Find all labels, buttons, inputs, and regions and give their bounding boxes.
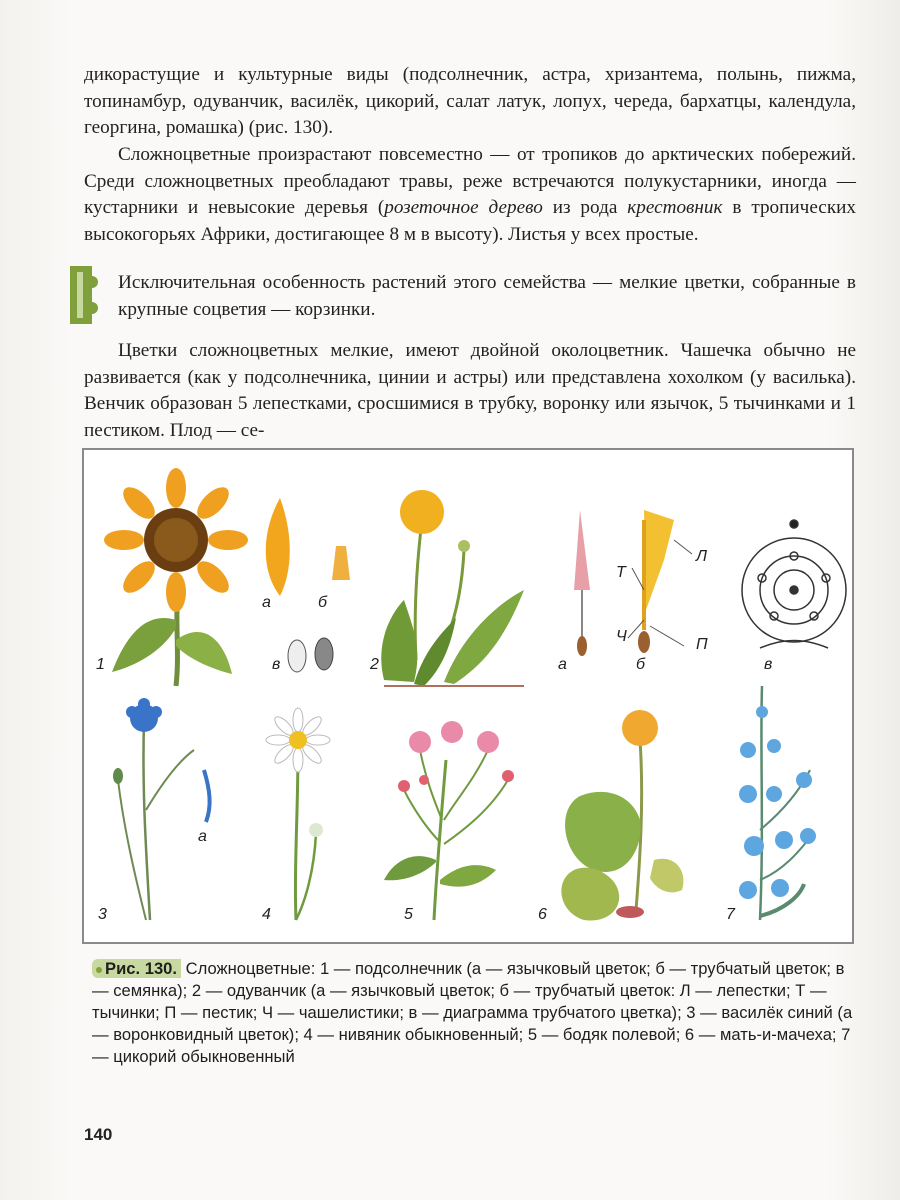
label-2: 2 bbox=[370, 656, 379, 673]
label-1: 1 bbox=[96, 656, 105, 673]
cornflower-illustration bbox=[113, 698, 210, 920]
label-1v: в bbox=[272, 656, 281, 673]
coltsfoot-illustration bbox=[561, 710, 683, 920]
figure-caption-badge: Рис. 130. bbox=[92, 959, 181, 978]
key-note-text: Исключительная особенность растений этого семейства — мелкие цветки, собранные в крупные соцветия — корзинки. bbox=[118, 272, 856, 320]
sunflower-illustration bbox=[104, 468, 248, 686]
thistle-illustration bbox=[384, 721, 514, 920]
label-3: 3 bbox=[98, 906, 107, 923]
label-petals: Л bbox=[696, 548, 707, 565]
label-4: 4 bbox=[262, 906, 271, 923]
paragraph-1 bbox=[84, 62, 856, 142]
label-3a: а bbox=[198, 828, 207, 845]
key-note bbox=[118, 270, 856, 323]
figure-caption-text: Сложноцветные: 1 — подсолнечник (а — язычковый цветок; б — трубчатый цветок; в — семянка); 2 — одуванчик (а — язычковый цветок; б — трубчатый цветок: Л — лепестки; Т — тычинки; П — пестик; Ч — чашелистики; в — диаграмма трубчатого цветка); 3 — василёк синий (а — воронковидный цветок); 4 — нивяник обыкновенный; 5 — бодяк полевой; 6 — мать-и-мачеха; 7 — цикорий обыкновенный bbox=[92, 959, 853, 1066]
label-pistil: П bbox=[696, 636, 708, 653]
figure-130 bbox=[82, 448, 854, 944]
paragraph-3-text: Цветки сложноцветных мелкие, имеют двойной околоцветник. Чашечка обычно не развивается (как у подсолнечника, цинии и астры) или представлена хохолком (у василька). Венчик образован 5 лепестками, сросшимися в трубку, воронку или язычок, 5 тычинками и 1 пестиком. Плод — се- bbox=[84, 340, 856, 441]
term-senecio: крестовник bbox=[627, 197, 723, 218]
label-2a: а bbox=[558, 656, 567, 673]
label-6: 6 bbox=[538, 906, 547, 923]
label-7: 7 bbox=[726, 906, 735, 923]
label-1a: а bbox=[262, 594, 271, 611]
label-2b: б bbox=[636, 656, 645, 673]
paragraph-2-text-a: Сложноцветные произрастают повсеместно — от тропиков до арктических побережий. Среди сложноцветных преобладают травы, реже встречаются полукустарники, иногда — кустарники и невысокие деревья ( bbox=[84, 144, 856, 218]
figure-caption bbox=[92, 958, 862, 1068]
label-1b: б bbox=[318, 594, 327, 611]
paragraph-3 bbox=[84, 338, 856, 444]
paragraph-1-text: дикорастущие и культурные виды (подсолнечник, астра, хризантема, полынь, пижма, топинамбур, одуванчик, василёк, цикорий, салат латук, лопух, череда, бархатцы, календула, георгина, ромашка) (рис. 130). bbox=[84, 64, 856, 138]
term-rosette-tree: розеточное дерево bbox=[384, 197, 543, 218]
paragraph-2-text-c: в тропических высокогорьях Африки, достигающее 8 м в высоту). Листья у всех простые. bbox=[84, 197, 857, 245]
flower-diagram bbox=[742, 520, 846, 648]
page-number: 140 bbox=[84, 1125, 113, 1144]
chicory-illustration bbox=[739, 686, 816, 920]
figure-illustrations bbox=[84, 450, 852, 942]
paragraph-2 bbox=[84, 142, 856, 248]
label-stamens: Т bbox=[616, 564, 626, 581]
oxeye-daisy-illustration bbox=[266, 708, 330, 920]
label-sepals: Ч bbox=[616, 628, 627, 645]
dandelion-illustration bbox=[381, 490, 524, 686]
puzzle-icon bbox=[68, 264, 100, 326]
sunflower-flower-parts bbox=[266, 498, 350, 672]
paragraph-2-text-b: из рода bbox=[542, 197, 628, 218]
label-5: 5 bbox=[404, 906, 413, 923]
label-2v: в bbox=[764, 656, 773, 673]
dandelion-flower-parts bbox=[574, 510, 692, 656]
